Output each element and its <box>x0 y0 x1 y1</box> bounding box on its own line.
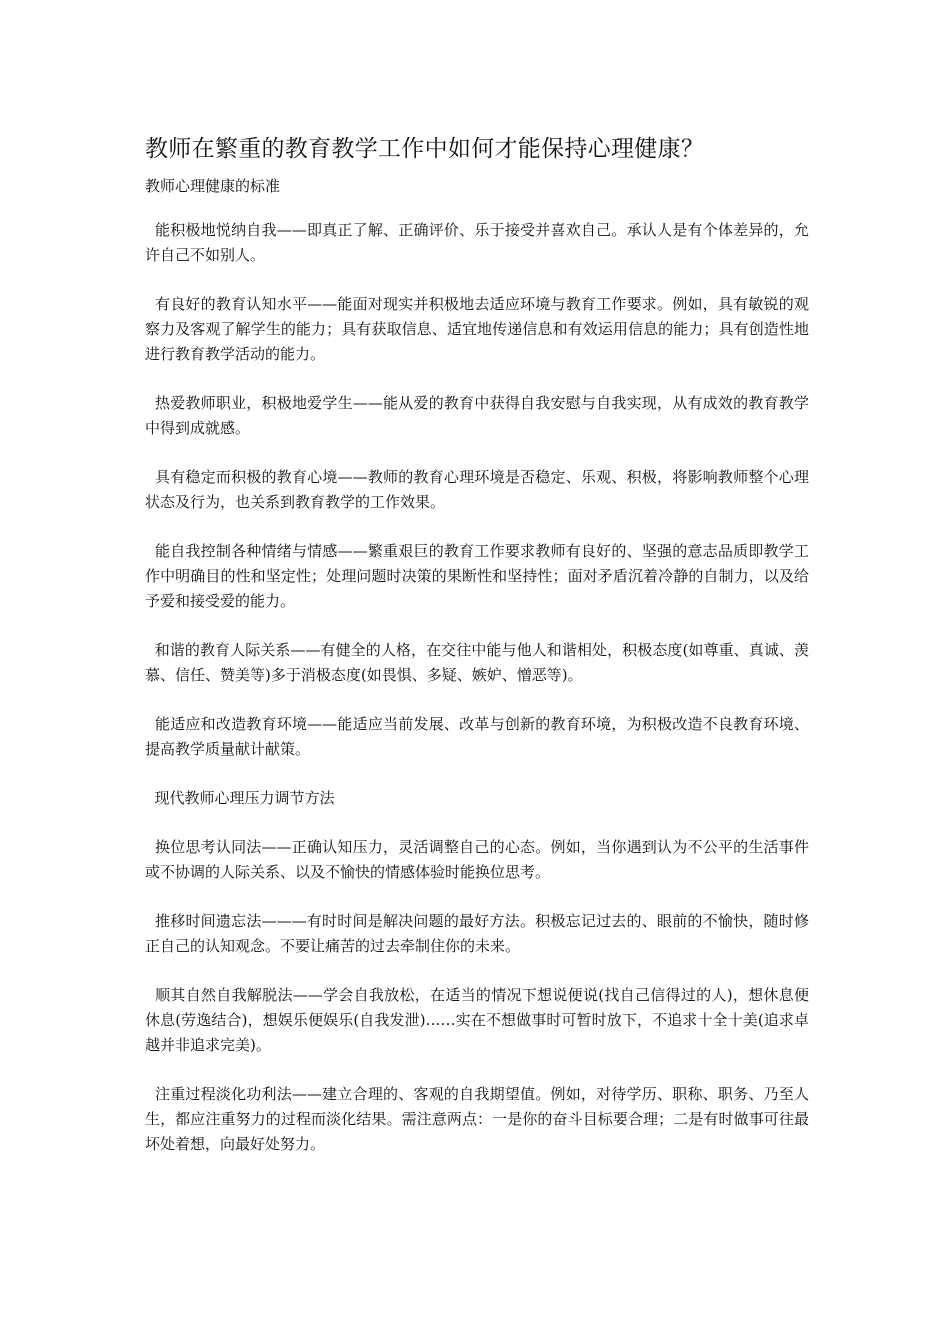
standard-paragraph-1: 能积极地悦纳自我——即真正了解、正确评价、乐于接受并喜欢自己。承认人是有个体差异的，允许自己不如别人。 <box>145 221 809 264</box>
method-paragraph-4: 注重过程淡化功利法——建立合理的、客观的自我期望值。例如，对待学历、职称、职务、乃至人生，都应注重努力的过程而淡化结果。需注意两点：一是你的奋斗目标要合理；二是有时做事可往最坏处着想，向最好处努力。 <box>145 1085 809 1153</box>
standard-paragraph-5: 能自我控制各种情绪与情感——繁重艰巨的教育工作要求教师有良好的、坚强的意志品质即教学工作中明确目的性和坚定性；处理问题时决策的果断性和坚持性；面对矛盾沉着冷静的自制力，以及给予爱和接受爱的能力。 <box>145 542 809 610</box>
document-page <box>145 132 809 1181</box>
standard-paragraph-4: 具有稳定而积极的教育心境——教师的教育心理环境是否稳定、乐观、积极，将影响教师整个心理状态及行为，也关系到教育教学的工作效果。 <box>145 468 809 511</box>
method-paragraph-1: 换位思考认同法——正确认知压力，灵活调整自己的心态。例如，当你遇到认为不公平的生活事件或不协调的人际关系、以及不愉快的情感体验时能换位思考。 <box>145 838 809 881</box>
document-title: 教师在繁重的教育教学工作中如何才能保持心理健康？ <box>145 136 705 162</box>
standard-paragraph-2: 有良好的教育认知水平——能面对现实并积极地去适应环境与教育工作要求。例如，具有敏锐的观察力及客观了解学生的能力；具有获取信息、适宜地传递信息和有效运用信息的能力；具有创造性地进行教育教学活动的能力。 <box>145 295 809 363</box>
standard-paragraph-3: 热爱教师职业，积极地爱学生——能从爱的教育中获得自我安慰与自我实现，从有成效的教育教学中得到成就感。 <box>145 394 809 437</box>
method-paragraph-2: 推移时间遗忘法———有时时间是解决问题的最好方法。积极忘记过去的、眼前的不愉快，随时修正自己的认知观念。不要让痛苦的过去牵制住你的未来。 <box>145 912 809 955</box>
standard-paragraph-7: 能适应和改造教育环境——能适应当前发展、改革与创新的教育环境，为积极改造不良教育环境、提高教学质量献计献策。 <box>145 715 809 758</box>
section-title-methods: 现代教师心理压力调节方法 <box>145 789 335 807</box>
standard-paragraph-6: 和谐的教育人际关系——有健全的人格，在交往中能与他人和谐相处，积极态度(如尊重、真诚、羡慕、信任、赞美等)多于消极态度(如畏惧、多疑、嫉妒、憎恶等)。 <box>145 641 809 684</box>
method-paragraph-3: 顺其自然自我解脱法——学会自我放松，在适当的情况下想说便说(找自己信得过的人)，想休息便休息(劳逸结合)，想娱乐便娱乐(自我发泄)……实在不想做事时可暂时放下，不追求十全十美(追求卓越并非追求完美)。 <box>145 986 809 1054</box>
section-title-standards: 教师心理健康的标准 <box>145 177 281 195</box>
